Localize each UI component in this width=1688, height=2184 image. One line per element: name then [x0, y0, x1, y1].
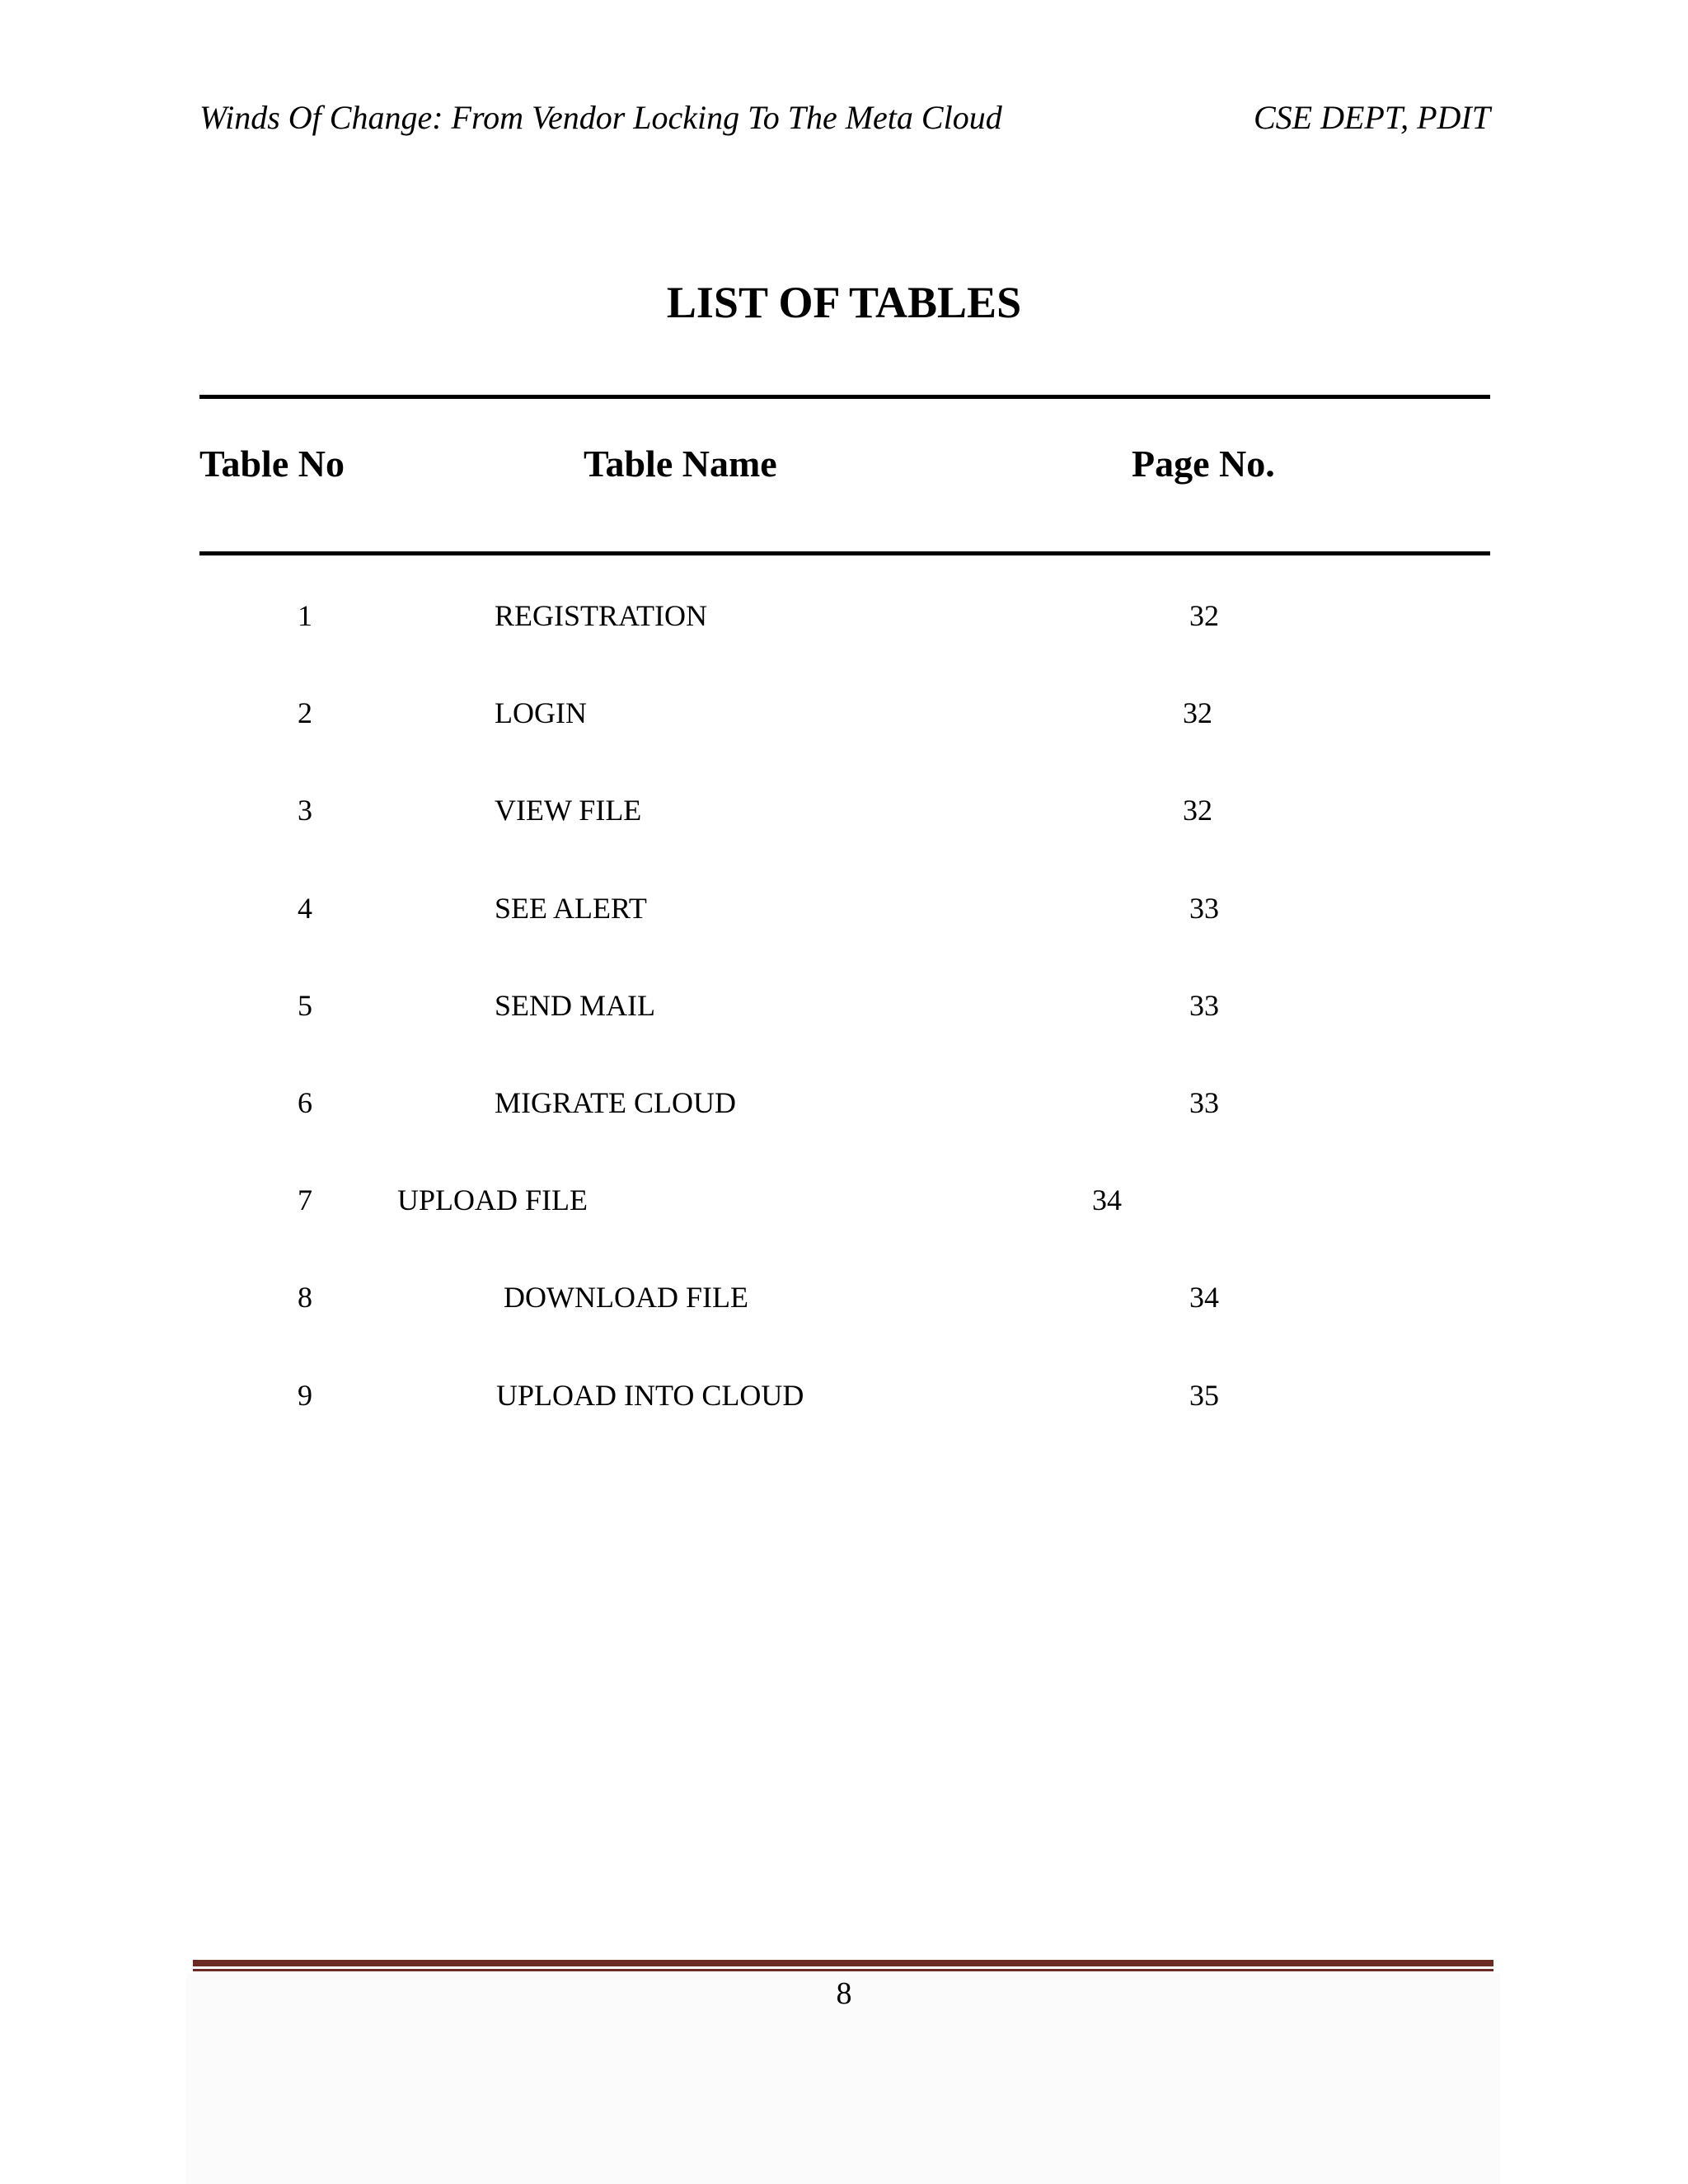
row-page-number: 33	[1189, 989, 1219, 1022]
table-row	[0, 981, 1688, 1030]
row-table-number: 5	[298, 989, 312, 1022]
row-table-name: LOGIN	[495, 696, 587, 729]
table-row	[0, 883, 1688, 933]
table-row	[0, 688, 1688, 738]
row-page-number: 32	[1183, 696, 1212, 729]
row-table-number: 1	[298, 599, 312, 632]
row-table-name: REGISTRATION	[495, 599, 707, 632]
row-table-number: 9	[298, 1379, 312, 1412]
row-table-name: SEND MAIL	[495, 989, 655, 1022]
header-document-title: Winds Of Change: From Vendor Locking To The Meta Cloud	[199, 99, 1002, 136]
table-header-top-rule	[199, 395, 1490, 399]
table-row	[0, 1272, 1688, 1322]
page-title: LIST OF TABLES	[666, 278, 1022, 327]
row-page-number: 34	[1189, 1281, 1219, 1314]
row-page-number: 33	[1189, 892, 1219, 925]
running-header	[199, 97, 1490, 138]
row-table-name: DOWNLOAD FILE	[504, 1281, 748, 1314]
footer-rule	[193, 1960, 1493, 1966]
header-department: CSE DEPT, PDIT	[1253, 99, 1490, 136]
row-table-name: VIEW FILE	[495, 794, 642, 827]
row-table-name: UPLOAD INTO CLOUD	[496, 1379, 804, 1412]
row-table-name: UPLOAD FILE	[397, 1183, 588, 1216]
row-table-name: MIGRATE CLOUD	[495, 1086, 736, 1119]
row-table-number: 3	[298, 794, 312, 827]
column-header-page-no: Page No.	[1132, 443, 1275, 485]
row-table-number: 2	[298, 696, 312, 729]
row-table-number: 4	[298, 892, 312, 925]
row-page-number: 32	[1189, 599, 1219, 632]
row-page-number: 32	[1183, 794, 1212, 827]
row-table-number: 6	[298, 1086, 312, 1119]
page-number: 8	[836, 1976, 852, 2011]
column-header-table-name: Table Name	[584, 443, 777, 485]
table-row	[0, 591, 1688, 640]
table-row	[0, 1175, 1688, 1225]
table-row	[0, 785, 1688, 835]
row-table-name: SEE ALERT	[495, 892, 647, 925]
row-page-number: 35	[1189, 1379, 1219, 1412]
row-page-number: 34	[1092, 1183, 1122, 1216]
table-row	[0, 1078, 1688, 1127]
table-header-bottom-rule	[199, 551, 1490, 555]
row-table-number: 7	[298, 1183, 312, 1216]
column-header-table-no: Table No	[199, 443, 345, 485]
row-page-number: 33	[1189, 1086, 1219, 1119]
row-table-number: 8	[298, 1281, 312, 1314]
footer-rule-thin	[193, 1969, 1493, 1971]
table-row	[0, 1371, 1688, 1420]
